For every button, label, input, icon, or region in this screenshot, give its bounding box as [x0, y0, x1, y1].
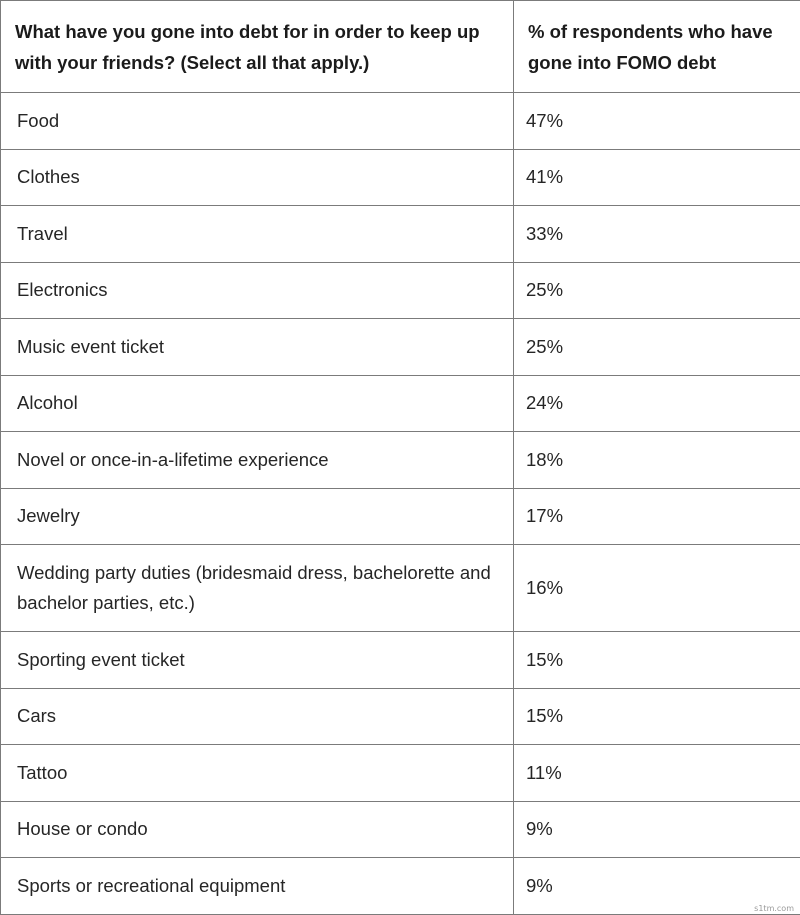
row-percent-value: 33%: [514, 206, 800, 263]
table-row: [1, 93, 800, 150]
row-item-label: Jewelry: [1, 488, 514, 545]
row-percent-value: 24%: [514, 375, 800, 432]
table-row: [1, 632, 800, 689]
table-row: [1, 319, 800, 376]
row-item-label: Food: [1, 93, 514, 150]
row-percent-value: 25%: [514, 262, 800, 319]
watermark-text: s1tm.com: [754, 904, 794, 914]
table-header: [1, 1, 800, 93]
row-percent-value: 47%: [514, 93, 800, 150]
row-item-label: Wedding party duties (bridesmaid dress, bachelorette and bachelor parties, etc.): [1, 545, 514, 632]
table-row: [1, 801, 800, 858]
row-item-label: House or condo: [1, 801, 514, 858]
row-item-label: Novel or once-in-a-lifetime experience: [1, 432, 514, 489]
table-row: [1, 375, 800, 432]
table-row: [1, 432, 800, 489]
row-percent-value: 17%: [514, 488, 800, 545]
header-row: [1, 1, 800, 93]
column-header-item: What have you gone into debt for in order to keep up with your friends? (Select all that apply.): [1, 1, 514, 93]
row-percent-value: 11%: [514, 745, 800, 802]
row-item-label: Sports or recreational equipment: [1, 858, 514, 915]
table-row: [1, 262, 800, 319]
table-body: [1, 93, 800, 915]
row-percent-value: 16%: [514, 545, 800, 632]
row-item-label: Clothes: [1, 149, 514, 206]
row-item-label: Cars: [1, 688, 514, 745]
row-percent-value: 18%: [514, 432, 800, 489]
row-item-label: Travel: [1, 206, 514, 263]
row-item-label: Tattoo: [1, 745, 514, 802]
table-row: [1, 206, 800, 263]
row-item-label: Music event ticket: [1, 319, 514, 376]
table-row: [1, 149, 800, 206]
row-item-label: Alcohol: [1, 375, 514, 432]
table-row: [1, 745, 800, 802]
row-item-label: Sporting event ticket: [1, 632, 514, 689]
table-row: [1, 545, 800, 632]
row-percent-value: 9%: [514, 858, 800, 915]
row-percent-value: 15%: [514, 632, 800, 689]
table-row: [1, 488, 800, 545]
table-row: [1, 688, 800, 745]
table-row: [1, 858, 800, 915]
row-item-label: Electronics: [1, 262, 514, 319]
row-percent-value: 41%: [514, 149, 800, 206]
row-percent-value: 9%: [514, 801, 800, 858]
row-percent-value: 25%: [514, 319, 800, 376]
column-header-percent: % of respondents who have gone into FOMO debt: [514, 1, 800, 93]
row-percent-value: 15%: [514, 688, 800, 745]
